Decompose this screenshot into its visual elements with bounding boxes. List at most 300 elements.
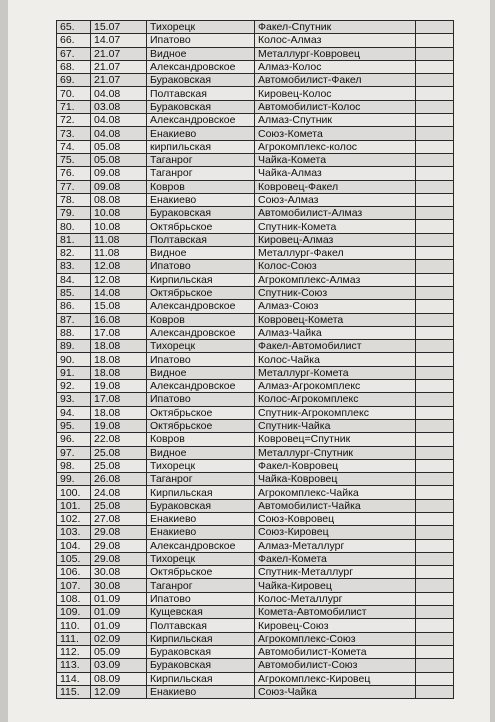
table-body: [57, 21, 454, 699]
match-cell: Колос-Чайка: [255, 353, 416, 366]
row-number-cell: 66.: [57, 34, 91, 47]
match-cell: Комета-Автомобилист: [255, 606, 416, 619]
venue-cell: Енакиево: [147, 526, 255, 539]
table-row: [57, 180, 454, 193]
empty-cell: [416, 60, 454, 73]
row-number-cell: 114.: [57, 672, 91, 685]
date-cell: 05.09: [91, 645, 147, 658]
empty-cell: [416, 167, 454, 180]
date-cell: 29.08: [91, 526, 147, 539]
venue-cell: Полтавская: [147, 87, 255, 100]
empty-cell: [416, 247, 454, 260]
match-cell: Колос-Алмаз: [255, 34, 416, 47]
date-cell: 02.09: [91, 632, 147, 645]
document-page: [8, 0, 490, 722]
row-number-cell: 108.: [57, 592, 91, 605]
table-row: [57, 645, 454, 658]
empty-cell: [416, 539, 454, 552]
venue-cell: Видное: [147, 47, 255, 60]
empty-cell: [416, 473, 454, 486]
venue-cell: Енакиево: [147, 512, 255, 525]
row-number-cell: 83.: [57, 260, 91, 273]
date-cell: 17.08: [91, 393, 147, 406]
row-number-cell: 115.: [57, 685, 91, 698]
date-cell: 10.08: [91, 220, 147, 233]
match-cell: Факел-Спутник: [255, 21, 416, 34]
date-cell: 03.09: [91, 659, 147, 672]
venue-cell: Таганрог: [147, 473, 255, 486]
match-cell: Факел-Комета: [255, 552, 416, 565]
match-cell: Чайка-Комета: [255, 153, 416, 166]
match-cell: Колос-Металлург: [255, 592, 416, 605]
empty-cell: [416, 406, 454, 419]
table-row: [57, 260, 454, 273]
date-cell: 26.08: [91, 473, 147, 486]
row-number-cell: 87.: [57, 313, 91, 326]
table-row: [57, 632, 454, 645]
row-number-cell: 79.: [57, 207, 91, 220]
empty-cell: [416, 87, 454, 100]
match-cell: Автомобилист-Алмаз: [255, 207, 416, 220]
table-row: [57, 114, 454, 127]
table-row: [57, 340, 454, 353]
table-row: [57, 539, 454, 552]
empty-cell: [416, 393, 454, 406]
empty-cell: [416, 632, 454, 645]
table-row: [57, 34, 454, 47]
empty-cell: [416, 127, 454, 140]
empty-cell: [416, 486, 454, 499]
date-cell: 14.08: [91, 286, 147, 299]
table-row: [57, 353, 454, 366]
empty-cell: [416, 579, 454, 592]
table-row: [57, 286, 454, 299]
row-number-cell: 99.: [57, 473, 91, 486]
venue-cell: Ковров: [147, 433, 255, 446]
match-cell: Союз-Ковровец: [255, 512, 416, 525]
match-cell: Автомобилист-Комета: [255, 645, 416, 658]
row-number-cell: 80.: [57, 220, 91, 233]
table-row: [57, 366, 454, 379]
row-number-cell: 77.: [57, 180, 91, 193]
table-row: [57, 153, 454, 166]
empty-cell: [416, 566, 454, 579]
date-cell: 18.08: [91, 406, 147, 419]
row-number-cell: 103.: [57, 526, 91, 539]
table-row: [57, 512, 454, 525]
table-row: [57, 499, 454, 512]
venue-cell: Видное: [147, 366, 255, 379]
venue-cell: Октябрьское: [147, 220, 255, 233]
match-cell: Металлург-Ковровец: [255, 47, 416, 60]
date-cell: 08.09: [91, 672, 147, 685]
date-cell: 09.08: [91, 167, 147, 180]
venue-cell: Видное: [147, 247, 255, 260]
row-number-cell: 73.: [57, 127, 91, 140]
venue-cell: Кирпильская: [147, 632, 255, 645]
table-row: [57, 459, 454, 472]
venue-cell: Таганрог: [147, 153, 255, 166]
empty-cell: [416, 459, 454, 472]
venue-cell: Бураковская: [147, 207, 255, 220]
empty-cell: [416, 114, 454, 127]
row-number-cell: 71.: [57, 100, 91, 113]
date-cell: 27.08: [91, 512, 147, 525]
venue-cell: Таганрог: [147, 579, 255, 592]
match-cell: Чайка-Алмаз: [255, 167, 416, 180]
table-row: [57, 579, 454, 592]
table-row: [57, 167, 454, 180]
row-number-cell: 67.: [57, 47, 91, 60]
empty-cell: [416, 499, 454, 512]
row-number-cell: 85.: [57, 286, 91, 299]
row-number-cell: 74.: [57, 140, 91, 153]
venue-cell: Ипатово: [147, 260, 255, 273]
table-row: [57, 552, 454, 565]
empty-cell: [416, 100, 454, 113]
row-number-cell: 88.: [57, 326, 91, 339]
venue-cell: Тихорецк: [147, 552, 255, 565]
empty-cell: [416, 273, 454, 286]
table-row: [57, 127, 454, 140]
venue-cell: Александровское: [147, 60, 255, 73]
match-cell: Спутник-Агрокомплекс: [255, 406, 416, 419]
row-number-cell: 65.: [57, 21, 91, 34]
table-row: [57, 592, 454, 605]
match-cell: Колос-Агрокомплекс: [255, 393, 416, 406]
date-cell: 21.07: [91, 60, 147, 73]
empty-cell: [416, 313, 454, 326]
row-number-cell: 72.: [57, 114, 91, 127]
venue-cell: Тихорецк: [147, 21, 255, 34]
empty-cell: [416, 207, 454, 220]
empty-cell: [416, 153, 454, 166]
match-cell: Союз-Комета: [255, 127, 416, 140]
row-number-cell: 92.: [57, 380, 91, 393]
match-cell: Агрокомплекс-Чайка: [255, 486, 416, 499]
date-cell: 04.08: [91, 114, 147, 127]
match-cell: Автомобилист-Колос: [255, 100, 416, 113]
date-cell: 01.09: [91, 592, 147, 605]
date-cell: 14.07: [91, 34, 147, 47]
empty-cell: [416, 180, 454, 193]
empty-cell: [416, 659, 454, 672]
row-number-cell: 112.: [57, 645, 91, 658]
empty-cell: [416, 592, 454, 605]
table-row: [57, 672, 454, 685]
date-cell: 18.08: [91, 340, 147, 353]
date-cell: 24.08: [91, 486, 147, 499]
empty-cell: [416, 512, 454, 525]
table-row: [57, 100, 454, 113]
venue-cell: Тихорецк: [147, 459, 255, 472]
match-cell: Алмаз-Союз: [255, 300, 416, 313]
empty-cell: [416, 233, 454, 246]
match-cell: Автомобилист-Союз: [255, 659, 416, 672]
date-cell: 12.09: [91, 685, 147, 698]
empty-cell: [416, 220, 454, 233]
match-cell: Агрокомплекс-Кировец: [255, 672, 416, 685]
match-cell: Спутник-Чайка: [255, 419, 416, 432]
row-number-cell: 106.: [57, 566, 91, 579]
match-cell: Алмаз-Спутник: [255, 114, 416, 127]
row-number-cell: 98.: [57, 459, 91, 472]
row-number-cell: 96.: [57, 433, 91, 446]
date-cell: 01.09: [91, 619, 147, 632]
venue-cell: кирпильская: [147, 140, 255, 153]
row-number-cell: 102.: [57, 512, 91, 525]
date-cell: 29.08: [91, 552, 147, 565]
date-cell: 19.08: [91, 419, 147, 432]
date-cell: 17.08: [91, 326, 147, 339]
venue-cell: Бураковская: [147, 645, 255, 658]
venue-cell: Ипатово: [147, 592, 255, 605]
venue-cell: Ипатово: [147, 393, 255, 406]
empty-cell: [416, 34, 454, 47]
empty-cell: [416, 446, 454, 459]
table-row: [57, 220, 454, 233]
venue-cell: Кирпильская: [147, 486, 255, 499]
date-cell: 25.08: [91, 499, 147, 512]
match-cell: Факел-Ковровец: [255, 459, 416, 472]
row-number-cell: 104.: [57, 539, 91, 552]
date-cell: 11.08: [91, 247, 147, 260]
row-number-cell: 81.: [57, 233, 91, 246]
venue-cell: Енакиево: [147, 127, 255, 140]
empty-cell: [416, 353, 454, 366]
row-number-cell: 107.: [57, 579, 91, 592]
empty-cell: [416, 326, 454, 339]
table-row: [57, 606, 454, 619]
match-cell: Автомобилист-Чайка: [255, 499, 416, 512]
match-cell: Металлург-Факел: [255, 247, 416, 260]
venue-cell: Бураковская: [147, 74, 255, 87]
date-cell: 19.08: [91, 380, 147, 393]
row-number-cell: 95.: [57, 419, 91, 432]
venue-cell: Александровское: [147, 380, 255, 393]
date-cell: 12.08: [91, 260, 147, 273]
date-cell: 04.08: [91, 87, 147, 100]
table-row: [57, 60, 454, 73]
table-row: [57, 300, 454, 313]
table-row: [57, 526, 454, 539]
venue-cell: Видное: [147, 446, 255, 459]
date-cell: 11.08: [91, 233, 147, 246]
empty-cell: [416, 21, 454, 34]
match-cell: Спутник-Комета: [255, 220, 416, 233]
match-cell: Кировец-Алмаз: [255, 233, 416, 246]
venue-cell: Енакиево: [147, 193, 255, 206]
empty-cell: [416, 645, 454, 658]
date-cell: 08.08: [91, 193, 147, 206]
row-number-cell: 75.: [57, 153, 91, 166]
date-cell: 22.08: [91, 433, 147, 446]
venue-cell: Октябрьское: [147, 566, 255, 579]
venue-cell: Бураковская: [147, 659, 255, 672]
row-number-cell: 70.: [57, 87, 91, 100]
table-row: [57, 659, 454, 672]
empty-cell: [416, 606, 454, 619]
match-cell: Алмаз-Колос: [255, 60, 416, 73]
table-row: [57, 21, 454, 34]
venue-cell: Кущевская: [147, 606, 255, 619]
venue-cell: Бураковская: [147, 100, 255, 113]
empty-cell: [416, 419, 454, 432]
empty-cell: [416, 366, 454, 379]
venue-cell: Таганрог: [147, 167, 255, 180]
date-cell: 12.08: [91, 273, 147, 286]
venue-cell: Кирпильская: [147, 273, 255, 286]
empty-cell: [416, 300, 454, 313]
match-cell: Автомобилист-Факел: [255, 74, 416, 87]
date-cell: 05.08: [91, 153, 147, 166]
empty-cell: [416, 260, 454, 273]
match-cell: Спутник-Металлург: [255, 566, 416, 579]
venue-cell: Бураковская: [147, 499, 255, 512]
table-row: [57, 685, 454, 698]
match-cell: Союз-Алмаз: [255, 193, 416, 206]
match-cell: Колос-Союз: [255, 260, 416, 273]
row-number-cell: 90.: [57, 353, 91, 366]
row-number-cell: 93.: [57, 393, 91, 406]
venue-cell: Октябрьское: [147, 286, 255, 299]
date-cell: 10.08: [91, 207, 147, 220]
empty-cell: [416, 286, 454, 299]
venue-cell: Александровское: [147, 300, 255, 313]
empty-cell: [416, 74, 454, 87]
date-cell: 05.08: [91, 140, 147, 153]
empty-cell: [416, 340, 454, 353]
row-number-cell: 68.: [57, 60, 91, 73]
table-row: [57, 140, 454, 153]
date-cell: 04.08: [91, 127, 147, 140]
match-cell: Союз-Чайка: [255, 685, 416, 698]
match-cell: Спутник-Союз: [255, 286, 416, 299]
empty-cell: [416, 526, 454, 539]
match-cell: Чайка-Ковровец: [255, 473, 416, 486]
venue-cell: Кирпильская: [147, 672, 255, 685]
venue-cell: Александровское: [147, 326, 255, 339]
date-cell: 01.09: [91, 606, 147, 619]
venue-cell: Александровское: [147, 539, 255, 552]
date-cell: 25.08: [91, 446, 147, 459]
date-cell: 09.08: [91, 180, 147, 193]
row-number-cell: 82.: [57, 247, 91, 260]
date-cell: 03.08: [91, 100, 147, 113]
table-row: [57, 326, 454, 339]
table-row: [57, 313, 454, 326]
row-number-cell: 109.: [57, 606, 91, 619]
table-row: [57, 74, 454, 87]
venue-cell: Ипатово: [147, 34, 255, 47]
table-row: [57, 193, 454, 206]
match-cell: Агрокомплекс-Союз: [255, 632, 416, 645]
match-cell: Ковровец-Комета: [255, 313, 416, 326]
row-number-cell: 110.: [57, 619, 91, 632]
date-cell: 15.08: [91, 300, 147, 313]
table-row: [57, 233, 454, 246]
row-number-cell: 91.: [57, 366, 91, 379]
table-row: [57, 47, 454, 60]
row-number-cell: 69.: [57, 74, 91, 87]
match-cell: Металлург-Комета: [255, 366, 416, 379]
date-cell: 18.08: [91, 353, 147, 366]
table-row: [57, 433, 454, 446]
match-cell: Союз-Кировец: [255, 526, 416, 539]
row-number-cell: 84.: [57, 273, 91, 286]
row-number-cell: 101.: [57, 499, 91, 512]
empty-cell: [416, 47, 454, 60]
row-number-cell: 76.: [57, 167, 91, 180]
table-row: [57, 87, 454, 100]
table-row: [57, 566, 454, 579]
table-row: [57, 446, 454, 459]
date-cell: 29.08: [91, 539, 147, 552]
venue-cell: Ковров: [147, 313, 255, 326]
match-cell: Агрокомплекс-Алмаз: [255, 273, 416, 286]
venue-cell: Октябрьское: [147, 406, 255, 419]
match-cell: Ковровец=Спутник: [255, 433, 416, 446]
empty-cell: [416, 140, 454, 153]
date-cell: 25.08: [91, 459, 147, 472]
table-row: [57, 486, 454, 499]
row-number-cell: 89.: [57, 340, 91, 353]
table-row: [57, 207, 454, 220]
empty-cell: [416, 193, 454, 206]
match-cell: Ковровец-Факел: [255, 180, 416, 193]
match-cell: Агрокомплекс-колос: [255, 140, 416, 153]
table-row: [57, 380, 454, 393]
table-row: [57, 273, 454, 286]
row-number-cell: 105.: [57, 552, 91, 565]
match-cell: Кировец-Колос: [255, 87, 416, 100]
venue-cell: Ипатово: [147, 353, 255, 366]
match-cell: Кировец-Союз: [255, 619, 416, 632]
row-number-cell: 78.: [57, 193, 91, 206]
empty-cell: [416, 552, 454, 565]
row-number-cell: 113.: [57, 659, 91, 672]
venue-cell: Октябрьское: [147, 419, 255, 432]
row-number-cell: 94.: [57, 406, 91, 419]
date-cell: 21.07: [91, 47, 147, 60]
empty-cell: [416, 685, 454, 698]
venue-cell: Александровское: [147, 114, 255, 127]
venue-cell: Ковров: [147, 180, 255, 193]
match-cell: Алмаз-Агрокомплекс: [255, 380, 416, 393]
empty-cell: [416, 380, 454, 393]
table-row: [57, 247, 454, 260]
table-row: [57, 393, 454, 406]
venue-cell: Тихорецк: [147, 340, 255, 353]
match-cell: Факел-Автомобилист: [255, 340, 416, 353]
match-schedule-table: [56, 20, 454, 699]
table-row: [57, 406, 454, 419]
empty-cell: [416, 619, 454, 632]
date-cell: 30.08: [91, 566, 147, 579]
date-cell: 15.07: [91, 21, 147, 34]
date-cell: 16.08: [91, 313, 147, 326]
match-cell: Алмаз-Металлург: [255, 539, 416, 552]
venue-cell: Полтавская: [147, 233, 255, 246]
row-number-cell: 97.: [57, 446, 91, 459]
venue-cell: Полтавская: [147, 619, 255, 632]
table-row: [57, 419, 454, 432]
table-row: [57, 473, 454, 486]
table-row: [57, 619, 454, 632]
date-cell: 21.07: [91, 74, 147, 87]
date-cell: 30.08: [91, 579, 147, 592]
date-cell: 18.08: [91, 366, 147, 379]
